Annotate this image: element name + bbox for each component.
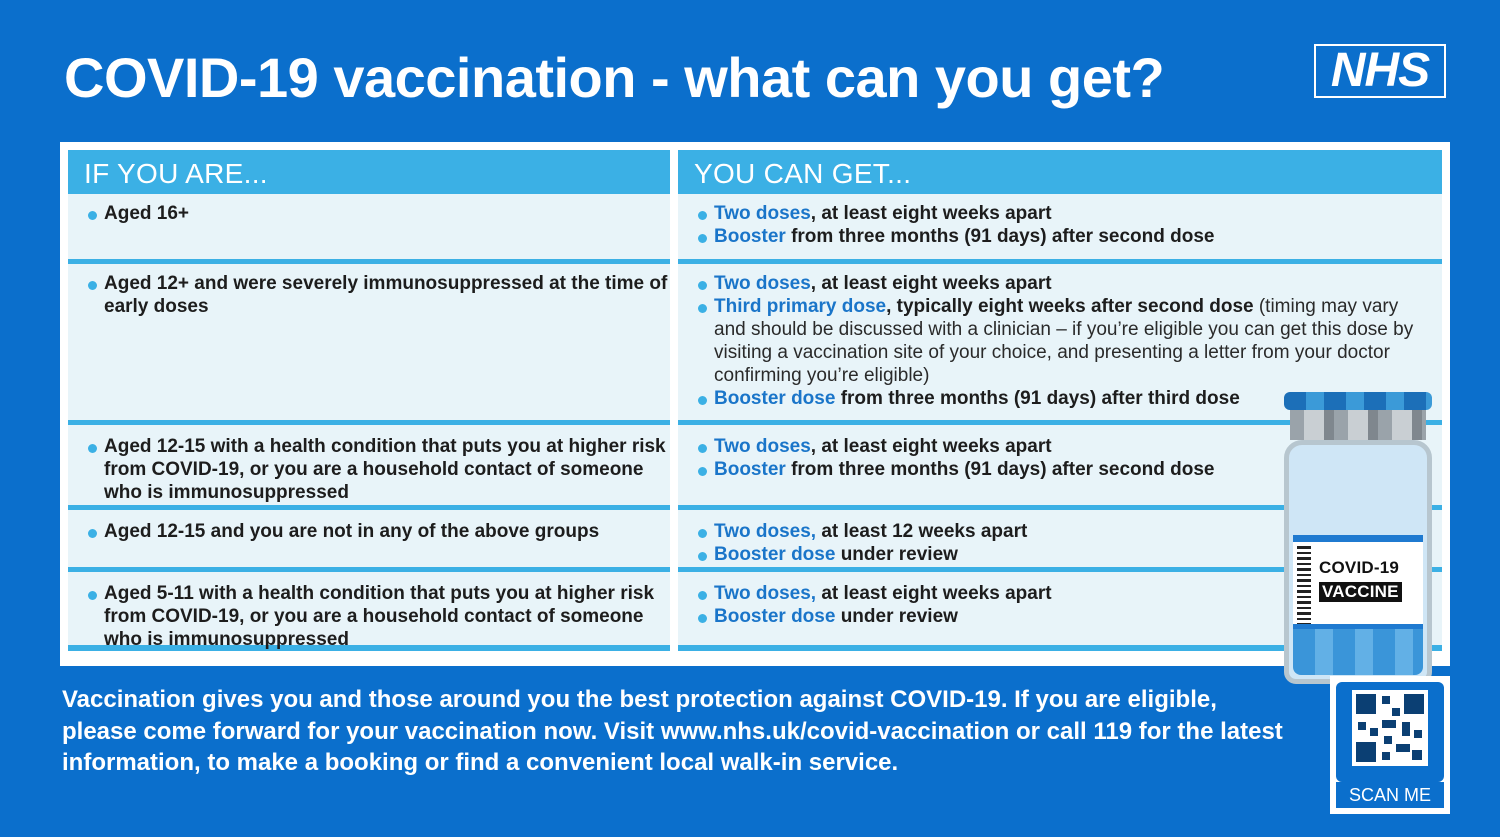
table-row	[68, 259, 670, 420]
entitlement-highlight: Two doses	[714, 273, 811, 294]
entitlement-item	[678, 295, 1442, 387]
table-row	[68, 505, 670, 567]
eligibility-table	[60, 142, 1450, 666]
entitlement-detail: from three months (91 days) after second dose	[785, 459, 1215, 480]
page-title: COVID-19 vaccination - what can you get?	[64, 46, 1165, 109]
barcode-icon	[1297, 546, 1311, 624]
vial-label	[1293, 535, 1423, 631]
table-row	[678, 194, 1442, 259]
nhs-logo	[1314, 44, 1446, 98]
entitlement-detail: at least eight weeks apart	[816, 583, 1052, 604]
group-label: Aged 16+	[68, 202, 670, 225]
vial-body	[1284, 440, 1432, 684]
entitlement-highlight: Two doses,	[714, 521, 817, 542]
entitlement-detail: , at least eight weeks apart	[810, 273, 1052, 294]
entitlement-detail: , at least eight weeks apart	[810, 436, 1052, 457]
entitlement-detail: , typically eight weeks after second dose	[886, 296, 1254, 317]
table-row	[68, 567, 670, 651]
qr-code-icon[interactable]	[1352, 690, 1428, 766]
vial-cap	[1284, 392, 1432, 410]
table-row	[68, 420, 670, 505]
entitlement-highlight: Third primary dose	[714, 296, 887, 317]
qr-code-panel[interactable]	[1330, 676, 1450, 814]
nhs-logo-text: NHS	[1316, 46, 1444, 96]
group-label: Aged 12-15 and you are not in any of the above groups	[68, 520, 670, 543]
vial-label-line1: COVID-19	[1319, 558, 1400, 577]
vaccine-vial-illustration	[1280, 390, 1436, 686]
footer-message: Vaccination gives you and those around you the best protection against COVID-19. If you are eligible, please come forward for your vaccination now. Visit www.nhs.uk/covid-vaccination or call 119 for the latest information, to make a booking or find a convenient local walk-in service.	[62, 686, 1283, 776]
group-label: Aged 12+ and were severely immunosuppressed at the time of early doses	[68, 272, 670, 318]
group-label: Aged 12-15 with a health condition that puts you at higher risk from COVID-19, or you are a household contact of someone who is immunosuppressed	[68, 435, 670, 504]
eligibility-column	[68, 150, 670, 658]
entitlement-detail: under review	[835, 606, 958, 627]
entitlement-highlight: Two doses	[714, 436, 811, 457]
vial-crimp	[1290, 410, 1426, 440]
vial-liquid	[1293, 629, 1423, 675]
entitlement-highlight: Two doses,	[714, 583, 817, 604]
entitlement-item	[678, 202, 1442, 225]
entitlement-detail: from three months (91 days) after second dose	[785, 226, 1215, 247]
entitlement-detail: at least 12 weeks apart	[816, 521, 1028, 542]
scan-me-label: SCAN ME	[1336, 782, 1444, 808]
entitlement-detail: under review	[835, 544, 958, 565]
right-column-header: YOU CAN GET...	[678, 150, 1442, 194]
table-row	[68, 194, 670, 259]
qr-frame	[1336, 682, 1444, 782]
entitlement-highlight: Booster dose	[714, 388, 836, 409]
entitlement-highlight: Booster	[714, 226, 786, 247]
left-column-header: IF YOU ARE...	[68, 150, 670, 194]
entitlement-highlight: Booster dose	[714, 544, 836, 565]
vial-label-line2: VACCINE	[1319, 582, 1402, 602]
entitlement-highlight: Booster	[714, 459, 786, 480]
entitlement-item	[678, 225, 1442, 248]
entitlement-highlight: Two doses	[714, 203, 811, 224]
entitlement-item	[678, 272, 1442, 295]
entitlement-detail: from three months (91 days) after third dose	[835, 388, 1240, 409]
entitlement-detail: , at least eight weeks apart	[810, 203, 1052, 224]
entitlement-highlight: Booster dose	[714, 606, 836, 627]
group-label: Aged 5-11 with a health condition that puts you at higher risk from COVID-19, or you are a household contact of someone who is immunosuppressed	[68, 582, 670, 651]
entitlement-note: (timing may vary and should be discussed with a clinician – if you’re eligible you can get this dose by visiting a vaccination site of your choice, and presenting a letter from your doctor confirming you’re eligible)	[714, 296, 1414, 386]
